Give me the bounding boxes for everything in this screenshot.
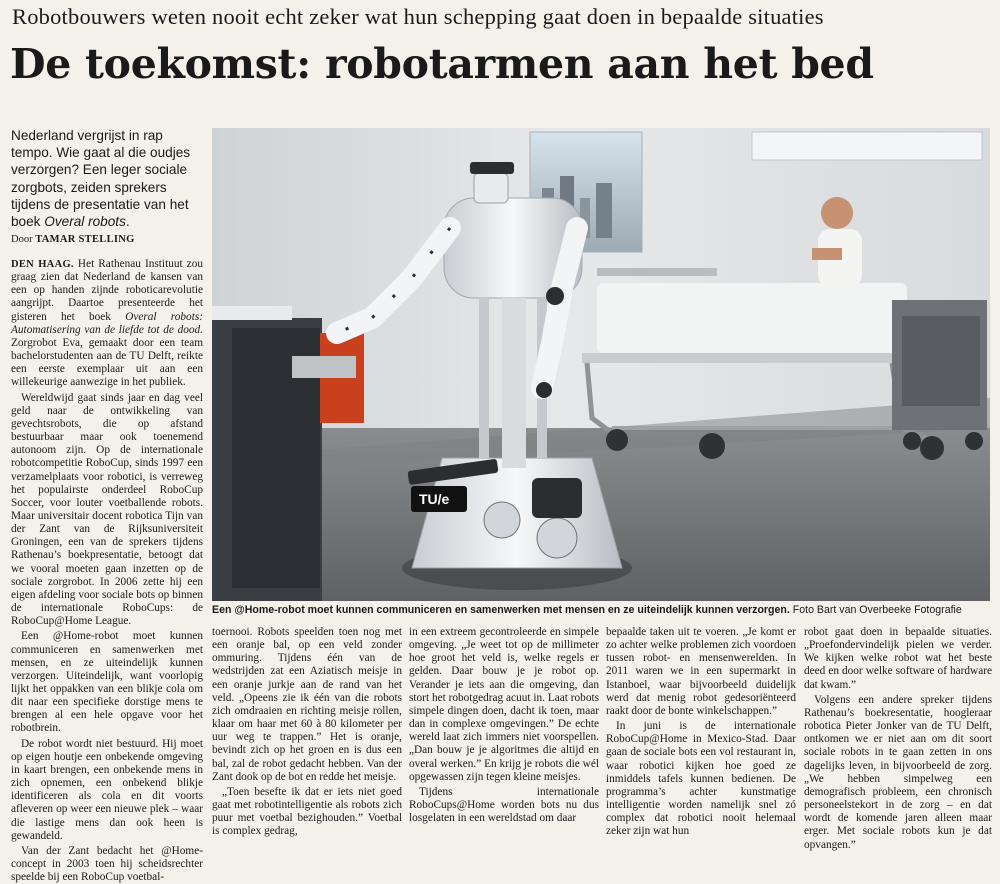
paragraph: Tijdens internationale RoboCups@Home worden bots nu dus losgelaten in een wereldstad om daar <box>409 785 599 825</box>
lead-book-title: Overal robots <box>44 214 126 230</box>
paragraph: In juni is de internationale RoboCup@Home in Mexico-Stad. Daar gaan de sociale bots een vol restaurant in, waar robotici kijken hoe goed ze inmiddels tafels kunnen bedienen. De programma’s achter kunstmatige intelligentie worden namelijk snel zó complex dat robotici nooit helemaal zeker zijn wat hun <box>606 720 796 838</box>
body-column-4 <box>606 626 796 838</box>
paragraph: in een extreem gecontroleerde en simpele omgeving. „Je weet tot op de millimeter hoe groot het veld is, welke regels er gelden. Daar bouw je je robot op. Verander je iets aan die omgeving, dan stort het robotgedrag acuut in. Laat robots simpele dingen doen, dacht ik toen, maar dan in complexe omgevingen.” De echte wereld laat zich immers niet voorspellen. „Dan bouw je je algoritmes die altijd en overal werken.” En krijg je robots die wél opgewassen zijn tegen kleine meisjes. <box>409 626 599 783</box>
byline-author: TAMAR STELLING <box>35 234 135 245</box>
lead-end: . <box>125 214 130 230</box>
article-byline <box>11 234 203 247</box>
lead-text: Nederland vergrijst in rap tempo. Wie gaat al die oudjes verzorgen? Een leger sociale zorgbots, zeiden sprekers tijdens de presentatie van het boek <box>11 128 191 230</box>
article-photo <box>212 128 990 601</box>
bedside-table <box>892 300 987 450</box>
body-column-5 <box>804 626 992 851</box>
paragraph: De robot wordt niet bestuurd. Hij moet op eigen houtje een onbekende omgeving in kaart brengen, een onbekende mens in zich opnemen, een onbekend blikje identificeren als cola en dit voorts afleveren op weer een nieuwe plek – waar die lastige mens dan ook heen is gewandeld. <box>11 737 203 842</box>
robot-hospital-photo <box>212 128 990 601</box>
paragraph: Zorgrobot Eva, gemaakt door een team bachelorstudenten aan de TU Delft, reikte een eerste exemplaar uit aan een willekeurige aanwezige in het publiek. <box>11 336 203 389</box>
byline-prefix: Door <box>11 234 36 245</box>
paragraph: Wereldwijd gaat sinds jaar en dag veel geld naar de ontwikkeling van gevechtsrobots, die op afstand bestuurbaar maar ook toenemend autonoom zijn. Op de internationale robotcompetitie RoboCup, sinds 1997 een verzamelplaats voor robotici, is verreweg het populairste onderdeel RoboCup Soccer, voor louter voetballende robots. Maar universitair docent robotica Tijn van der Zant van de Rijksuniversiteit Groningen, een van de sprekers tijdens Rathenau’s boekpresentatie, betoogt dat we vooral moeten gaan inzetten op de sociale zorgrobot. In 2006 zette hij een eigen afdeling voor sociale bots op binnen de internationale RoboCups: de RoboCup@Home League. <box>11 391 203 628</box>
dateline: DEN HAAG. <box>11 259 74 270</box>
paragraph: Het Rathenau Instituut zou graag zien dat Nederland de kansen van een op handen zijnde roboticarevolutie aangrijpt. Daartoe presenteerde het gisteren het boek <box>11 258 203 323</box>
article-kicker: Robotbouwers weten nooit echt zeker wat hun schepping gaat doen in bepaalde situaties <box>12 4 824 29</box>
tue-logo: TU/e <box>419 491 450 507</box>
paragraph: Van der Zant bedacht het @Home-concept in 2003 toen hij scheidsrechter speelde bij een RoboCup voetbal- <box>11 844 203 884</box>
article-headline: De toekomst: robotarmen aan het bed <box>10 40 874 88</box>
body-column-2 <box>212 626 402 838</box>
paragraph: bepaalde taken uit te voeren. „Je komt er zo achter welke problemen zich voordoen tussen robot- en mensenwerelden. In 2011 waren we in een supermarkt in Istanboel, waar bijvoorbeeld duidelijk werd dat menig robot gedesoriënteerd raakt door de bonte winkelschappen.” <box>606 626 796 717</box>
photo-credit: Foto Bart van Overbeeke Fotografie <box>789 604 962 616</box>
paragraph: robot gaat doen in bepaalde situaties. „Proefondervindelijk pielen we verder. We kijken welke robot wat het beste deed en door welke software of hardware dat kwam.” <box>804 626 992 691</box>
body-column-3 <box>409 626 599 838</box>
article-lead <box>11 127 203 230</box>
caption-text: Een @Home-robot moet kunnen communiceren en samenwerken met mensen en ze uiteindelijk kunnen verzorgen. <box>212 604 790 616</box>
paragraph: „Toen besefte ik dat er iets niet goed gaat met robotintelligentie als robots zich puur met voetbal bezighouden.” Voetbal is complex gedrag, <box>212 785 402 838</box>
paragraph: Volgens een andere spreker tijdens Rathenau’s boekresentatie, hoogleraar robotica Pieter Jonker van de TU Delft, ontkomen we er niet aan om dit soort sociale robots in te gaan zetten in ons dagelijks leven, in bijvoorbeeld de zorg. „We hebben simpelweg een demografisch probleem, een chronisch personeelstekort in de zorg – en dat wordt de komende jaren alleen maar erger. Met sociale robots kun je dat opvangen.” <box>804 693 992 851</box>
paragraph: toernooi. Robots speelden toen nog met een oranje bal, op een veld zonder ommuring. Tijdens één van de wedstrijden zat een Aziatisch meisje in een oranje jurkje aan de rand van het veld. „Opeens zie ik één van die robots zich omdraaien en richting meisje rollen, klaar om haar met 60 à 80 kilometer per uur weg te trappen.” Het is oranje, bevindt zich op het groen en is dus een bal, zal de robot gedacht hebben. Van der Zant dook op de bot en redde het meisje. <box>212 626 402 783</box>
paragraph: Een @Home-robot moet kunnen communiceren en samenwerken met mensen, en ze uiteindelijk kunnen verzorgen. Uiteindelijk, want voorlopig lijkt het oppakken van een blikje cola om dit naar een specifieke dorstige mens te brengen al een hele opgave voor het robotbrein. <box>11 630 203 735</box>
photo-caption <box>212 604 992 616</box>
book-subtitle: Overal robots: Automatisering van de liefde tot de dood. <box>11 310 203 336</box>
body-column-1 <box>11 258 203 884</box>
